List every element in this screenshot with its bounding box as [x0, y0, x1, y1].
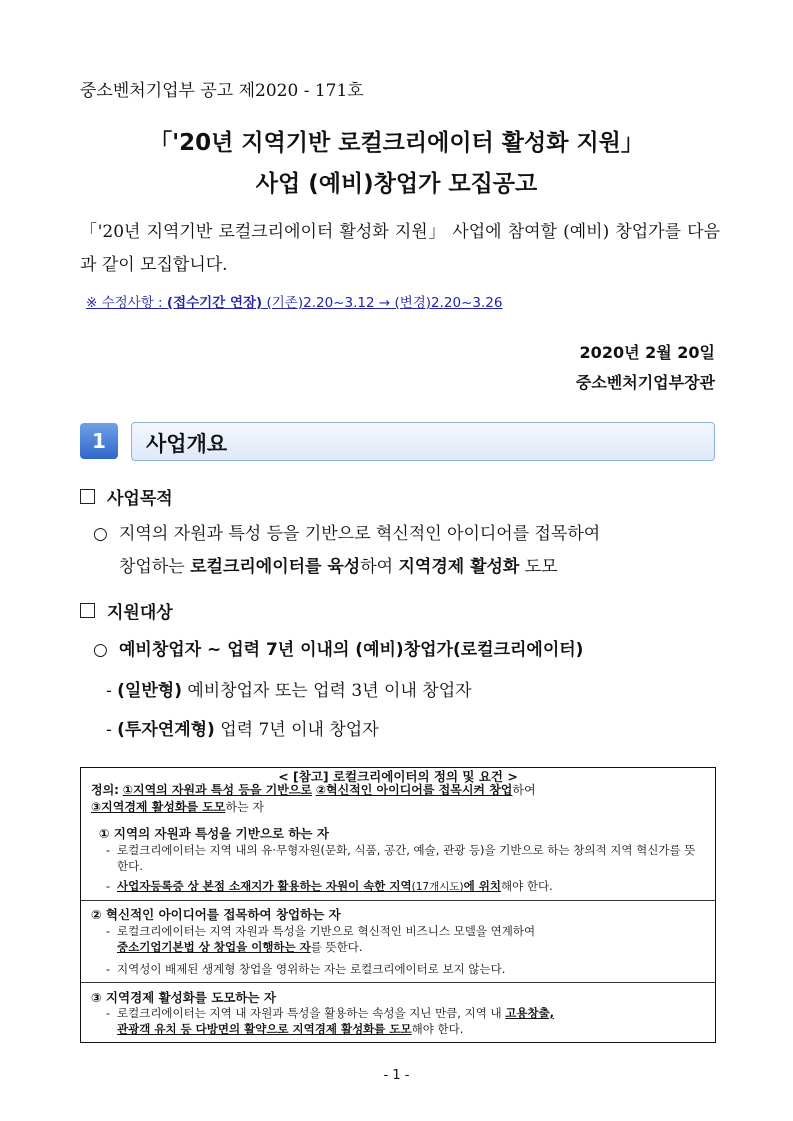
reference-item1-desc: - 로컬크리에이터는 지역 내의 유·무형자원(문화, 식품, 공간, 예술, 관광 등)을 기반으로 하는 창의적 지역 혁신가를 뜻한다. [106, 843, 696, 873]
document-title-line1: 「'20년 지역기반 로컬크리에이터 활성화 지원」 [149, 130, 644, 156]
reference-separator [81, 982, 715, 983]
target-heading-text: 지원대상 [107, 603, 173, 623]
amendment-prefix: ※ 수정사항 : [86, 295, 163, 311]
issuer: 중소벤처기업부장관 [575, 373, 715, 392]
amendment-note [86, 291, 502, 311]
purpose-line2: 창업하는 로컬크리에이터를 육성하여 지역경제 활성화 도모 [119, 557, 558, 577]
notice-number: 중소벤처기업부 공고 제2020 - 171호 [80, 81, 364, 101]
purpose-heading [80, 484, 173, 509]
target-investment-type: - (투자연계형) 업력 7년 이내 창업자 [106, 720, 379, 740]
reference-item1-location: - 사업자등록증 상 본점 소재지가 활용하는 자원이 속한 지역(17개시도)에 위치해야 한다. [106, 879, 553, 893]
target-line: ○ 예비창업자 ~ 업력 7년 이내의 (예비)창업가(로컬크리에이터) [93, 640, 584, 660]
checkbox-square-icon [80, 489, 95, 504]
document-title-line2: 사업 (예비)창업가 모집공고 [255, 171, 538, 197]
section-number: 1 [80, 423, 118, 459]
circle-bullet-icon: ○ [93, 524, 108, 544]
purpose-paragraph [93, 518, 718, 584]
target-heading [80, 598, 173, 623]
purpose-heading-text: 사업목적 [107, 489, 173, 509]
reference-item2-note: - 지역성이 배제된 생계형 창업을 영위하는 자는 로컬크리에이터로 보지 않는다. [106, 962, 506, 976]
reference-heading: < [참고] 로컬크리에이터의 정의 및 요건 > [81, 767, 715, 785]
target-general-type: - (일반형) 예비창업자 또는 업력 3년 이내 창업자 [106, 681, 472, 701]
reference-box [80, 767, 716, 1043]
notice-date: 2020년 2월 20일 [579, 343, 715, 362]
purpose-line1: 지역의 자원과 특성 등을 기반으로 혁신적인 아이디어를 접목하여 [119, 524, 601, 544]
checkbox-square-icon [80, 603, 95, 618]
reference-item2-title: ② 혁신적인 아이디어를 접목하여 창업하는 자 [91, 907, 341, 922]
amendment-detail: (기존)2.20~3.12 → (변경)2.20~3.26 [266, 295, 503, 311]
amendment-bold: (접수기간 연장) [166, 295, 263, 311]
reference-item3-desc: - 로컬크리에이터는 지역 내 자원과 특성을 활용하는 속성을 지닌 만큼, 지역 내 고용창출, 관광객 유치 등 다방면의 활약으로 지역경제 활성화를 도모해야 한다. [106, 1006, 555, 1036]
reference-definition: 정의: ①지역의 자원과 특성 등을 기반으로 ②혁신적인 아이디어를 접목시켜 창업하여 ③지역경제 활성화를 도모하는 자 [91, 783, 536, 814]
reference-separator [81, 900, 715, 901]
circle-bullet-icon: ○ [93, 640, 108, 660]
reference-item3-title: ③ 지역경제 활성화를 도모하는 자 [91, 990, 276, 1005]
reference-item1-title: ① 지역의 자원과 특성을 기반으로 하는 자 [99, 826, 329, 841]
intro-paragraph: 「'20년 지역기반 로컬크리에이터 활성화 지원」 사업에 참여할 (예비) 창업가를 다음과 같이 모집합니다. [80, 222, 720, 275]
section-title: 사업개요 [146, 432, 228, 456]
reference-item2-desc: - 로컬크리에이터는 지역 자원과 특성을 기반으로 혁신적인 비즈니스 모델을 연계하여 중소기업기본법 상 창업을 이행하는 자를 뜻한다. [106, 924, 536, 954]
page-number: - 1 - [383, 1068, 410, 1083]
